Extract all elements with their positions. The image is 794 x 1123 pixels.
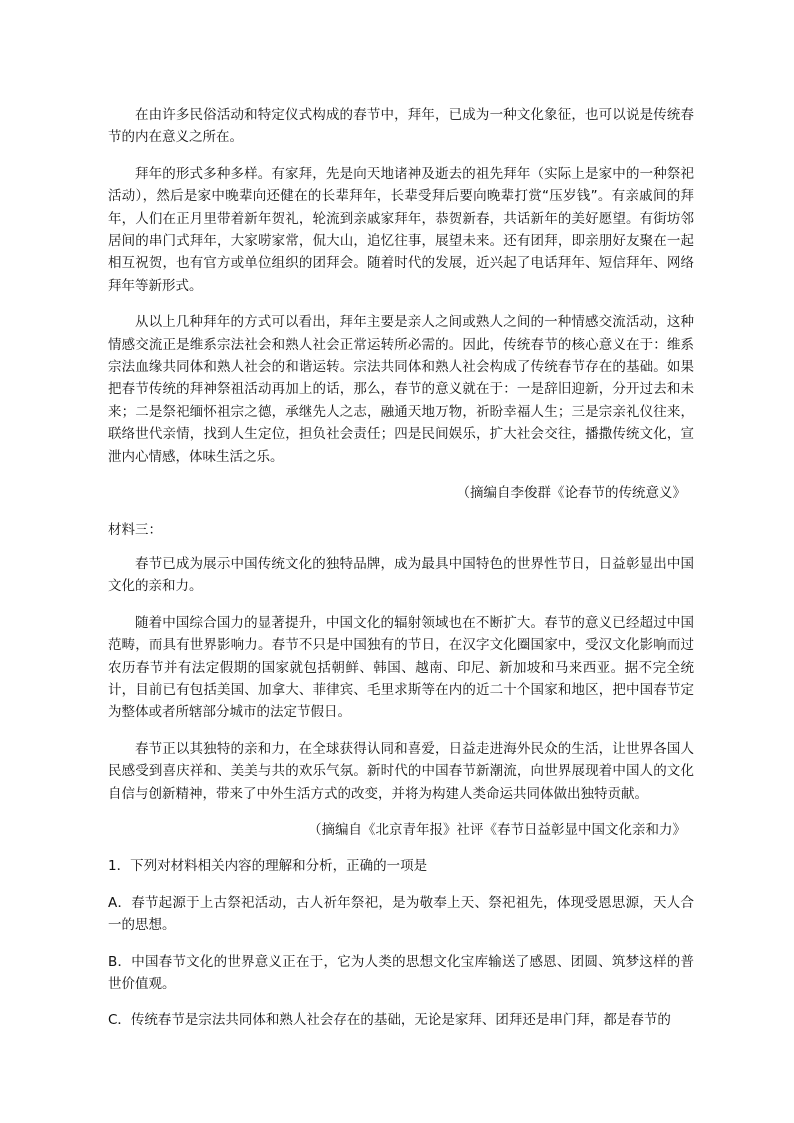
source-citation-2: （摘编自《北京青年报》社评《春节日益彰显中国文化亲和力》 (308, 821, 686, 838)
material-three-heading: 材料三： (108, 521, 162, 538)
source-citation-1: （摘编自李俊群《论春节的传统意义》 (456, 485, 686, 502)
paragraph-1: 在由许多民俗活动和特定仪式构成的春节中，拜年，已成为一种文化象征，也可以说是传统春节的内在意义之所在。 (108, 107, 694, 146)
material-three-paragraph-3: 春节正以其独特的亲和力，在全球获得认同和喜爱，日益走进海外民众的生活，让世界各国人民感受到喜庆祥和、美美与共的欢乐气氛。新时代的中国春节新潮流，向世界展现着中国人的文化自信与创新精神，带来了中外生活方式的改变，并将为构建人类命运共同体做出独特贡献。 (108, 740, 694, 802)
material-three-paragraph-1: 春节已成为展示中国传统文化的独特品牌，成为最具中国特色的世界性节日，日益彰显出中国文化的亲和力。 (108, 555, 694, 595)
question-1-stem: 1．下列对材料相关内容的理解和分析，正确的一项是 (108, 858, 428, 875)
paragraph-2: 拜年的形式多种多样。有家拜，先是向天地诸神及逝去的祖先拜年（实际上是家中的一种祭祀活动），然后是家中晚辈向还健在的长辈拜年，长辈受拜后要向晚辈打赏“压岁钱”。有亲戚间的拜年，人们在正月里带着新年贺礼，轮流到亲戚家拜年，恭贺新春，共话新年的美好愿望。有街坊邻居间的串门式拜年，大家唠家常，侃大山，追忆往事，展望未来。还有团拜，即亲朋好友聚在一起相互祝贺，也有官方或单位组织的团拜会。随着时代的发展，近兴起了电话拜年、短信拜年、网络拜年等新形式。 (108, 165, 694, 294)
option-c: C．传统春节是宗法共同体和熟人社会存在的基础，无论是家拜、团拜还是串门拜，都是春节的 (108, 1012, 671, 1029)
material-three-paragraph-2: 随着中国综合国力的显著提升，中国文化的辐射领域也在不断扩大。春节的意义已经超过中国范畴，而具有世界影响力。春节不只是中国独有的节日，在汉字文化圈国家中，受汉文化影响而过农历春节并有法定假期的国家就包括朝鲜、韩国、越南、印尼、新加坡和马来西亚。据不完全统计，目前已有包括美国、加拿大、菲律宾、毛里求斯等在内的近二十个国家和地区，把中国春节定为整体或者所辖部分城市的法定节假日。 (108, 614, 694, 721)
paragraph-3: 从以上几种拜年的方式可以看出，拜年主要是亲人之间或熟人之间的一种情感交流活动，这种情感交流正是维系宗法社会和熟人社会正常运转所必需的。因此，传统春节的核心意义在于：维系宗法血缘共同体和熟人社会的和谐运转。宗法共同体和熟人社会构成了传统春节存在的基础。如果把春节传统的拜神祭祖活动再加上的话，那么，春节的意义就在于：一是辞旧迎新，分开过去和未来；二是祭祀缅怀祖宗之德，承继先人之志，融通天地万物，祈盼幸福人生；三是宗亲礼仪往来，联络世代亲情，找到人生定位，担负社会责任；四是民间娱乐，扩大社会交往，播撒传统文化，宣泄内心情感，体味生活之乐。 (108, 314, 694, 465)
option-b: B．中国春节文化的世界意义正在于，它为人类的思想文化宝库输送了感恩、团圆、筑梦这样的普世价值观。 (108, 953, 694, 992)
option-a: A．春节起源于上古祭祀活动，古人祈年祭祀，是为敬奉上天、祭祀祖先，体现受恩思源，天人合一的思想。 (108, 894, 694, 934)
